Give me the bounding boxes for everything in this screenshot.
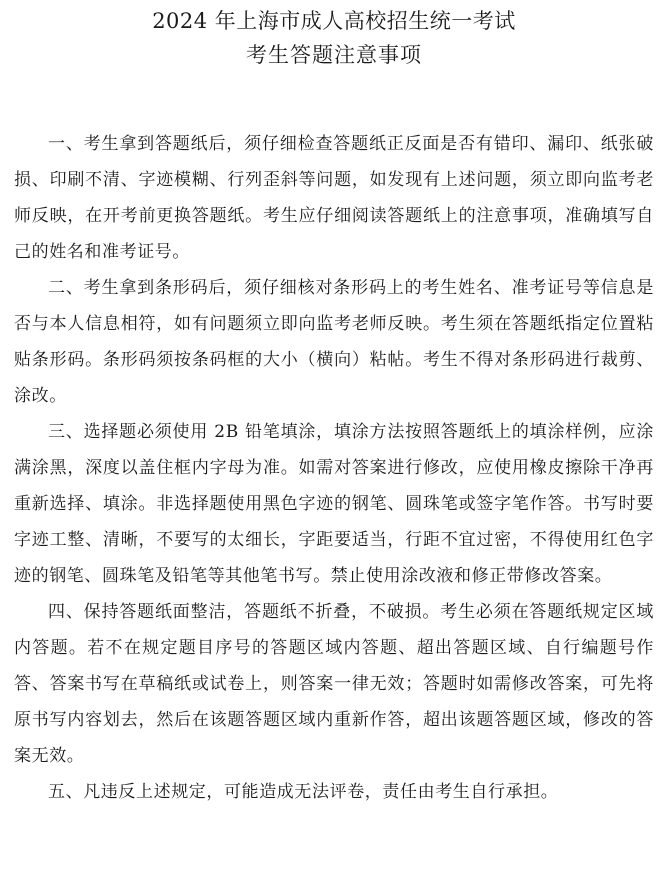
document-subtitle: 考生答题注意事项 [246, 43, 422, 67]
paragraph-2: 二、考生拿到条形码后，须仔细核对条形码上的考生姓名、准考证号等信息是否与本人信息相符，如有问题须立即向监考老师反映。考生须在答题纸指定位置粘贴条形码。条形码须按条码框的大小（横向）粘帖。考生不得对条形码进行裁剪、涂改。 [14, 278, 654, 406]
document-title: 2024 年上海市成人高校招生统一考试 [152, 9, 516, 33]
paragraph-4: 四、保持答题纸面整洁，答题纸不折叠，不破损。考生必须在答题纸规定区域内答题。若不在规定题目序号的答题区域内答题、超出答题区域、自行编题号作答、答案书写在草稿纸或试卷上，则答案一律无效；答题时如需修改答案，可先将原书写内容划去，然后在该题答题区域内重新作答，超出该题答题区域，修改的答案无效。 [14, 602, 654, 766]
paragraph-5: 五、凡违反上述规定，可能造成无法评卷，责任由考生自行承担。 [48, 782, 559, 802]
paragraph-3: 三、选择题必须使用 2B 铅笔填涂，填涂方法按照答题纸上的填涂样例，应涂满涂黑，深度以盖住框内字母为准。如需对答案进行修改，应使用橡皮擦除干净再重新选择、填涂。非选择题使用黑色字迹的钢笔、圆珠笔或签字笔作答。书写时要字迹工整、清晰，不要写的太细长，字距要适当，行距不宜过密，不得使用红色字迹的钢笔、圆珠笔及铅笔等其他笔书写。禁止使用涂改液和修正带修改答案。 [14, 422, 654, 586]
paragraph-1: 一、考生拿到答题纸后，须仔细检查答题纸正反面是否有错印、漏印、纸张破损、印刷不清、字迹模糊、行列歪斜等问题，如发现有上述问题，须立即向监考老师反映，在开考前更换答题纸。考生应仔细阅读答题纸上的注意事项，准确填写自己的姓名和准考证号。 [14, 134, 654, 262]
